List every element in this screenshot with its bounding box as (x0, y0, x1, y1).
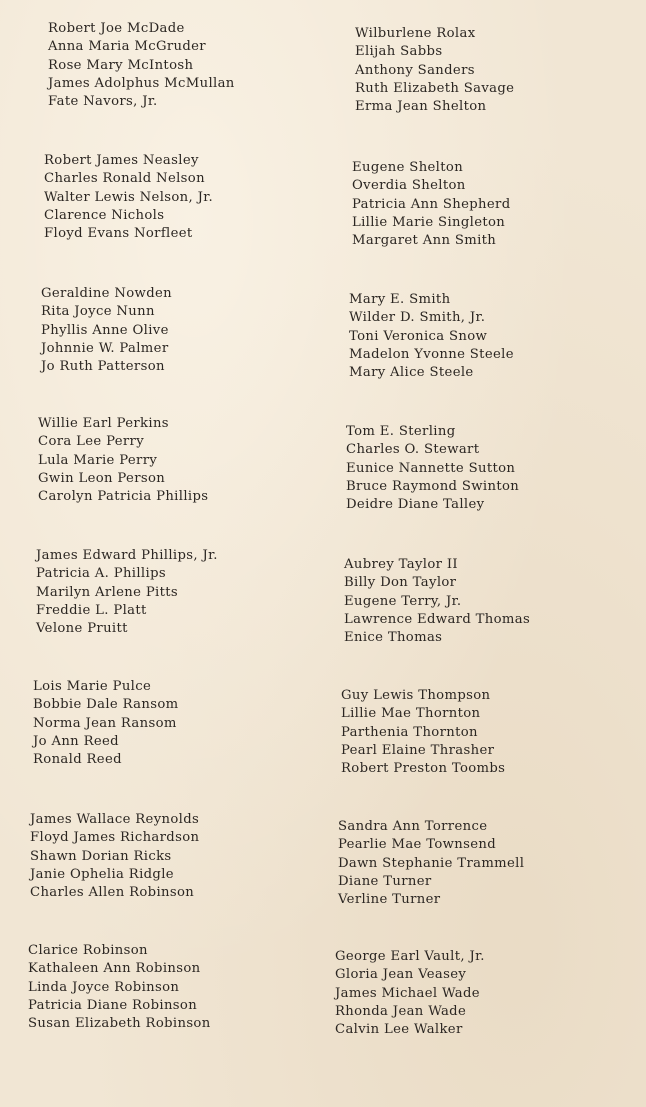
student-name: George Earl Vault, Jr. (335, 949, 485, 964)
student-name: Mary Alice Steele (349, 365, 474, 381)
student-name: Calvin Lee Walker (335, 1022, 463, 1038)
name-group (355, 25, 645, 116)
student-name: Susan Elizabeth Robinson (28, 1016, 211, 1032)
name-group (346, 423, 636, 514)
student-name: Patricia Ann Shepherd (352, 196, 511, 212)
student-name: Anthony Sanders (355, 62, 475, 78)
student-name: Johnnie W. Palmer (41, 340, 169, 356)
student-name: Dawn Stephanie Trammell (338, 855, 525, 871)
student-name: Shawn Dorian Ricks (30, 848, 172, 864)
name-group (341, 687, 631, 778)
student-name: Lawrence Edward Thomas (344, 611, 531, 627)
student-name: Walter Lewis Nelson, Jr. (44, 189, 213, 205)
student-name: Willie Earl Perkins (38, 416, 169, 431)
student-name: James Wallace Reynolds (30, 812, 200, 827)
student-name: Bobbie Dale Ransom (33, 697, 179, 713)
student-name: Eugene Shelton (352, 160, 464, 175)
student-name: Linda Joyce Robinson (28, 979, 180, 995)
student-name: Bruce Raymond Swinton (346, 478, 520, 494)
student-name: Rita Joyce Nunn (41, 304, 155, 320)
student-name: Parthenia Thornton (341, 724, 478, 740)
student-name: Patricia A. Phillips (36, 566, 166, 582)
student-name: Kathaleen Ann Robinson (28, 961, 201, 977)
student-name: Ronald Reed (33, 752, 122, 768)
student-name: Pearl Elaine Thrasher (341, 742, 495, 758)
student-name: James Adolphus McMullan (48, 75, 235, 91)
student-name: Janie Ophelia Ridgle (30, 866, 174, 882)
student-name: Billy Don Taylor (344, 575, 457, 591)
student-name: Elijah Sabbs (355, 44, 443, 60)
student-name: Aubrey Taylor II (344, 557, 458, 572)
student-name: Mary E. Smith (349, 292, 451, 307)
student-name: Norma Jean Ransom (33, 715, 177, 731)
name-group (48, 20, 338, 111)
name-group (352, 159, 642, 250)
student-name: James Edward Phillips, Jr. (36, 548, 218, 563)
student-name: Geraldine Nowden (41, 286, 172, 301)
student-name: Marilyn Arlene Pitts (36, 584, 179, 600)
student-name: Robert Preston Toombs (341, 761, 506, 777)
student-name: Anna Maria McGruder (48, 39, 206, 55)
student-name: Carolyn Patricia Phillips (38, 489, 209, 505)
student-name: Charles O. Stewart (346, 442, 480, 458)
student-name: Wilder D. Smith, Jr. (349, 310, 486, 326)
student-name: Tom E. Sterling (346, 424, 456, 439)
name-group (36, 547, 326, 638)
student-name: Enice Thomas (344, 630, 443, 646)
student-name: Lula Marie Perry (38, 452, 158, 468)
student-name: Eugene Terry, Jr. (344, 593, 462, 609)
name-group (41, 285, 331, 376)
student-name: Patricia Diane Robinson (28, 997, 198, 1013)
student-name: Floyd Evans Norfleet (44, 226, 193, 242)
student-name: Velone Pruitt (36, 621, 128, 637)
student-name: Lillie Mae Thornton (341, 706, 481, 722)
name-group (30, 811, 320, 902)
name-group (33, 678, 323, 769)
student-name: Gloria Jean Veasey (335, 967, 467, 983)
student-name: Robert Joe McDade (48, 21, 185, 36)
student-name: Gwin Leon Person (38, 470, 166, 486)
name-group (344, 556, 634, 647)
student-name: Clarice Robinson (28, 943, 148, 958)
student-name: Clarence Nichols (44, 207, 165, 223)
student-name: Ruth Elizabeth Savage (355, 80, 515, 96)
student-name: Robert James Neasley (44, 153, 199, 168)
student-name: Charles Allen Robinson (30, 885, 195, 901)
student-name: Freddie L. Platt (36, 602, 147, 618)
student-name: Deidre Diane Talley (346, 497, 485, 513)
name-group (335, 948, 625, 1039)
student-name: Lillie Marie Singleton (352, 214, 506, 230)
student-name: Sandra Ann Torrence (338, 819, 488, 834)
student-name: James Michael Wade (335, 985, 480, 1001)
student-name: Charles Ronald Nelson (44, 171, 205, 187)
student-name: Rhonda Jean Wade (335, 1003, 467, 1019)
student-name: Fate Navors, Jr. (48, 94, 158, 110)
student-name: Guy Lewis Thompson (341, 688, 491, 703)
student-name: Wilburlene Rolax (355, 26, 476, 41)
student-name: Jo Ann Reed (33, 733, 119, 749)
student-name: Phyllis Anne Olive (41, 322, 169, 338)
name-group (44, 152, 334, 243)
student-name: Madelon Yvonne Steele (349, 346, 514, 362)
student-name: Floyd James Richardson (30, 830, 200, 846)
student-name: Eunice Nannette Sutton (346, 460, 516, 476)
student-name: Verline Turner (338, 892, 441, 908)
student-name: Margaret Ann Smith (352, 233, 497, 249)
student-name: Jo Ruth Patterson (41, 359, 165, 375)
student-name: Toni Veronica Snow (349, 328, 488, 344)
name-group (338, 818, 628, 909)
student-name: Cora Lee Perry (38, 434, 144, 450)
name-group (38, 415, 328, 506)
student-name: Lois Marie Pulce (33, 679, 152, 694)
student-name: Erma Jean Shelton (355, 99, 487, 115)
name-group (349, 291, 639, 382)
name-group (28, 942, 318, 1033)
student-name: Rose Mary McIntosh (48, 57, 194, 73)
student-name: Overdia Shelton (352, 178, 466, 194)
student-name: Diane Turner (338, 873, 432, 889)
student-name: Pearlie Mae Townsend (338, 837, 497, 853)
